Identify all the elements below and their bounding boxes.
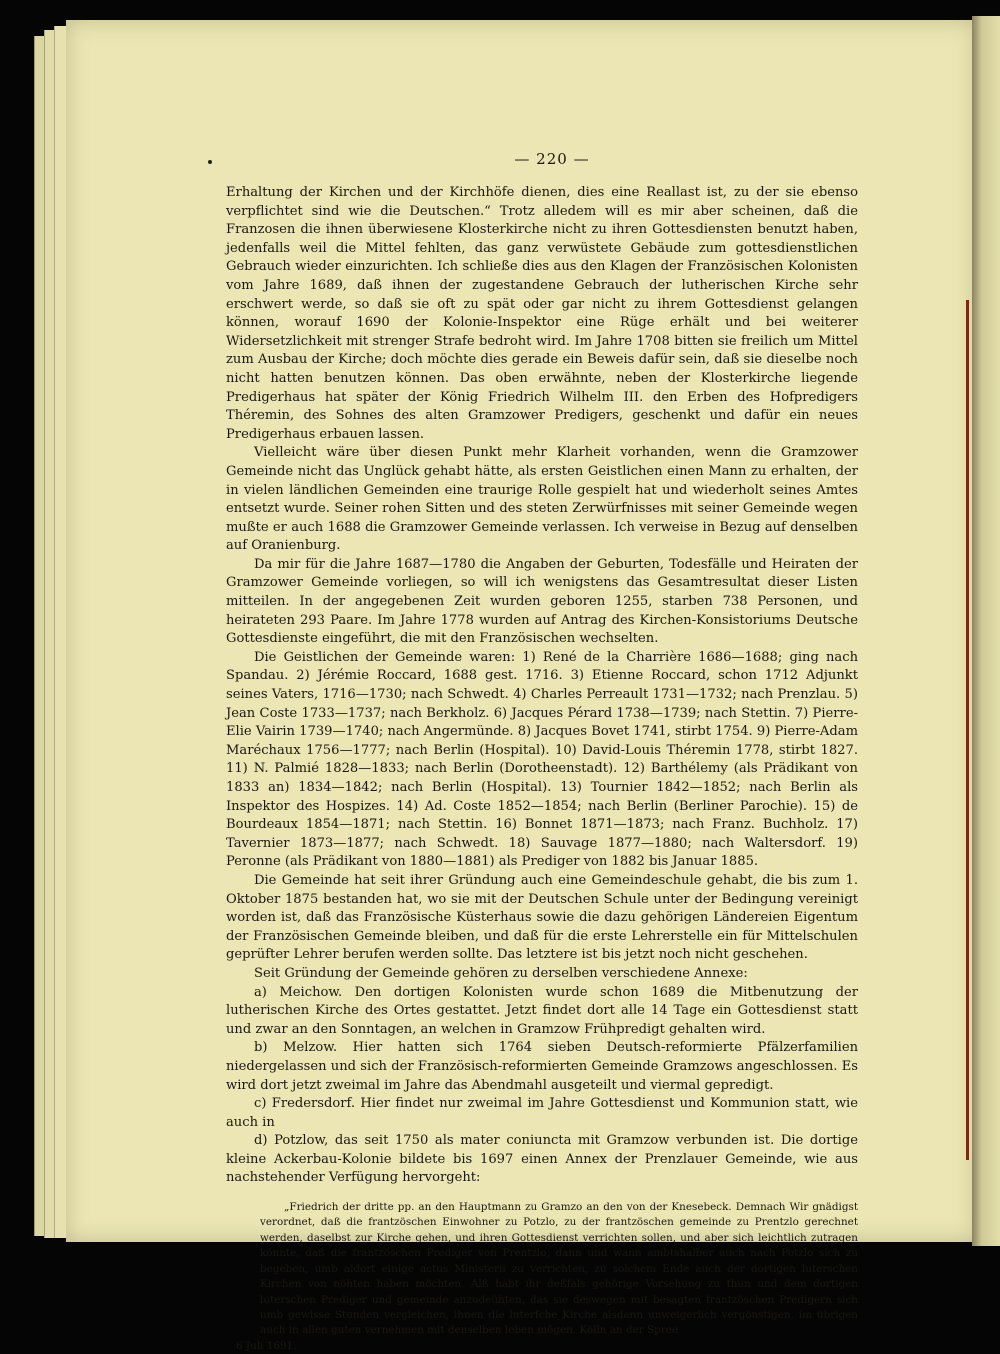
decree-text: „Friedrich der dritte pp. an den Hauptmann zu Gramzo an den von der Knesebeck. Demnach Wir gnädigst verordnet, daß die frantzöschen Einwohner zu Potzlo, zu der frantzöschen gemeinde zu Prentzlo gerechnet werden, daselbst zur Kirche gehen, und ihren Gottesdienst verrichten sollen, und aber sich leichtlich zutragen könnte, daß die frantzöschen Prediger von Prentzlo, dann und wann ambtshalber auch nach Potzlo sich zu begeben, umb aldort einige actus Ministerii zu verrichten, zu solchem Ende auch der dortigen luterschen Kirchen von nöhten haben möchten. Alß habt ihr deßfals gehörige Vorsehung zu thun und dem dortigen luterschen Prediger und gemeinde anzudeühten, das sie deswegen mit besagten frantzöschen Predigern sich umb gewisse Stunden vergleichen, ihnen die luterſche Kirche alsdann unweigerlich vergönstigen, im übrigen auch in allen guten vernehmen mit denselben leben mögen. Kölln an der Spree <box>260 1201 858 1337</box>
page-content <box>226 150 858 1354</box>
quoted-decree <box>236 1200 858 1354</box>
annex-item: c) Fredersdorf. Hier findet nur zweimal im Jahre Gottesdienst und Kommunion statt, wie auch in <box>226 1096 858 1130</box>
paragraph: Vielleicht wäre über diesen Punkt mehr Klarheit vorhanden, wenn die Gramzower Gemeinde nicht das Unglück gehabt hätte, als ersten Geistlichen einen Mann zu erhalten, der in vielen ländlichen Gemeinden eine traurige Rolle gespielt hat und wiederholt seines Amtes entsetzt wurde. Seiner rohen Sitten und des steten Zerwürfnisses mit seiner Gemeinde wegen mußte er auch 1688 die Gramzower Gemeinde verlassen. Ich verweise in Bezug auf denselben auf Oranienburg. <box>226 445 858 554</box>
paragraph: Die Gemeinde hat seit ihrer Gründung auch eine Gemeindeschule gehabt, die bis zum 1. Oktober 1875 bestanden hat, wo sie mit der Deutschen Schule unter der Bedingung vereinigt worden ist, daß das Französische Küsterhaus sowie die dazu gehörigen Ländereien Eigentum der Französischen Gemeinde bleiben, und daß für die erste Lehrerstelle ein für Mittelschulen geprüfter Lehrer berufen werden sollte. Das letztere ist bis jetzt noch nicht geschehen. <box>226 872 858 963</box>
paragraph: Erhaltung der Kirchen und der Kirchhöfe dienen, dies eine Reallast ist, zu der sie ebenso verpflichtet sind wie die Deutschen.“ Trotz alledem will es mir aber scheinen, daß die Franzosen die ihnen überwiesene Klosterkirche nicht zu ihren Gottesdiensten benutzt haben, jedenfalls weil die Mittel fehlten, das ganz verwüstete Gebäude zum gottesdienstlichen Gebrauch wieder einzurichten. Ich schließe dies aus den Klagen der Französischen Kolonisten vom Jahre 1689, daß ihnen der zugestandene Gebrauch der lutherischen Kirche sehr erschwert werde, so daß sie oft zu spät oder gar nicht zu ihrem Gottesdienst gelangen können, worauf 1690 der Kolonie-Inspektor eine Rüge erhält und bei weiterer Widersetzlichkeit mit strenger Strafe bedroht wird. Im Jahre 1708 bitten sie freilich um Mittel zum Ausbau der Kirche; doch möchte dies gerade ein Beweis dafür sein, daß sie dieselbe noch nicht hatten benutzen können. Das oben erwähnte, neben der Klosterkirche liegende Predigerhaus hat später der König Friedrich Wilhelm III. den Erben des Hofpredigers Théremin, des Sohnes des alten Gramzower Predigers, geschenkt und dafür ein neues Predigerhaus erbauen lassen. <box>226 185 858 442</box>
annex-item: b) Melzow. Hier hatten sich 1764 sieben Deutsch-reformierte Pfälzerfamilien niedergelassen und sich der Französisch-reformierten Gemeinde Gramzows angeschlossen. Es wird dort jetzt zweimal im Jahre das Abendmahl ausgeteilt und viermal gepredigt. <box>226 1040 858 1093</box>
paragraph-clergy-list: Die Geistlichen der Gemeinde waren: 1) René de la Charrière 1686—1688; ging nach Spandau. 2) Jérémie Roccard, 1688 gest. 1716. 3) Etienne Roccard, schon 1712 Adjunkt seines Vaters, 1716—1730; nach Schwedt. 4) Charles Perreault 1731—1732; nach Prenzlau. 5) Jean Coste 1733—1737; nach Berkholz. 6) Jacques Pérard 1738—1739; nach Stettin. 7) Pierre-Elie Vairin 1739—1740; nach Angermünde. 8) Jacques Bovet 1741, stirbt 1754. 9) Pierre-Adam Maréchaux 1756—1777; nach Berlin (Hospital). 10) David-Louis Théremin 1778, stirbt 1827. 11) N. Palmié 1828—1833; nach Berlin (Dorotheenstadt). 12) Barthélemy (als Prädikant von 1833 an) 1834—1842; nach Berlin (Hospital). 13) Tournier 1842—1852; nach Berlin als Inspektor des Hospizes. 14) Ad. Coste 1852—1854; nach Berlin (Berliner Parochie). 15) de Bourdeaux 1854—1871; nach Stettin. 16) Bonnet 1871—1873; nach Franz. Buchholz. 17) Tavernier 1873—1877; nach Schwedt. 18) Sauvage 1877—1880; nach Waltersdorf. 19) Peronne (als Prädikant von 1880—1881) als Prediger von 1882 bis Januar 1885. <box>226 649 858 870</box>
body-text <box>226 184 858 1188</box>
margin-mark <box>208 160 212 164</box>
annex-item: a) Meichow. Den dortigen Kolonisten wurde schon 1689 die Mitbenutzung der lutherischen Kirche des Ortes gestattet. Jetzt findet dort alle 14 Tage ein Gottesdienst statt und zwar an den Sonntagen, an welchen in Gramzow Frühpredigt gehalten wird. <box>226 984 858 1037</box>
facing-page-edge <box>972 16 1000 1246</box>
paragraph: Seit Gründung der Gemeinde gehören zu derselben verschiedene Annexe: <box>254 965 748 981</box>
paragraph: Da mir für die Jahre 1687—1780 die Angaben der Geburten, Todesfälle und Heiraten der Gramzower Gemeinde vorliegen, so will ich wenigstens das Gesamtresultat dieser Listen mitteilen. In der angegebenen Zeit wurden geboren 1255, starben 738 Personen, und heirateten 293 Paare. Im Jahre 1778 wurden auf Antrag des Kirchen-Konsistoriums Deutsche Gottesdienste eingeführt, die mit den Französischen wechselten. <box>226 556 858 647</box>
page-number: — 220 — <box>514 150 590 168</box>
annex-item: d) Potzlow, das seit 1750 als mater coniuncta mit Gramzow verbunden ist. Die dortige kleine Ackerbau-Kolonie bildete bis 1697 einen Annex der Prenzlauer Gemeinde, wie aus nachstehender Verfügung hervorgeht: <box>226 1133 858 1186</box>
decree-date: 6 Juli 1691. <box>236 1339 297 1352</box>
binding-thread <box>966 300 969 1160</box>
